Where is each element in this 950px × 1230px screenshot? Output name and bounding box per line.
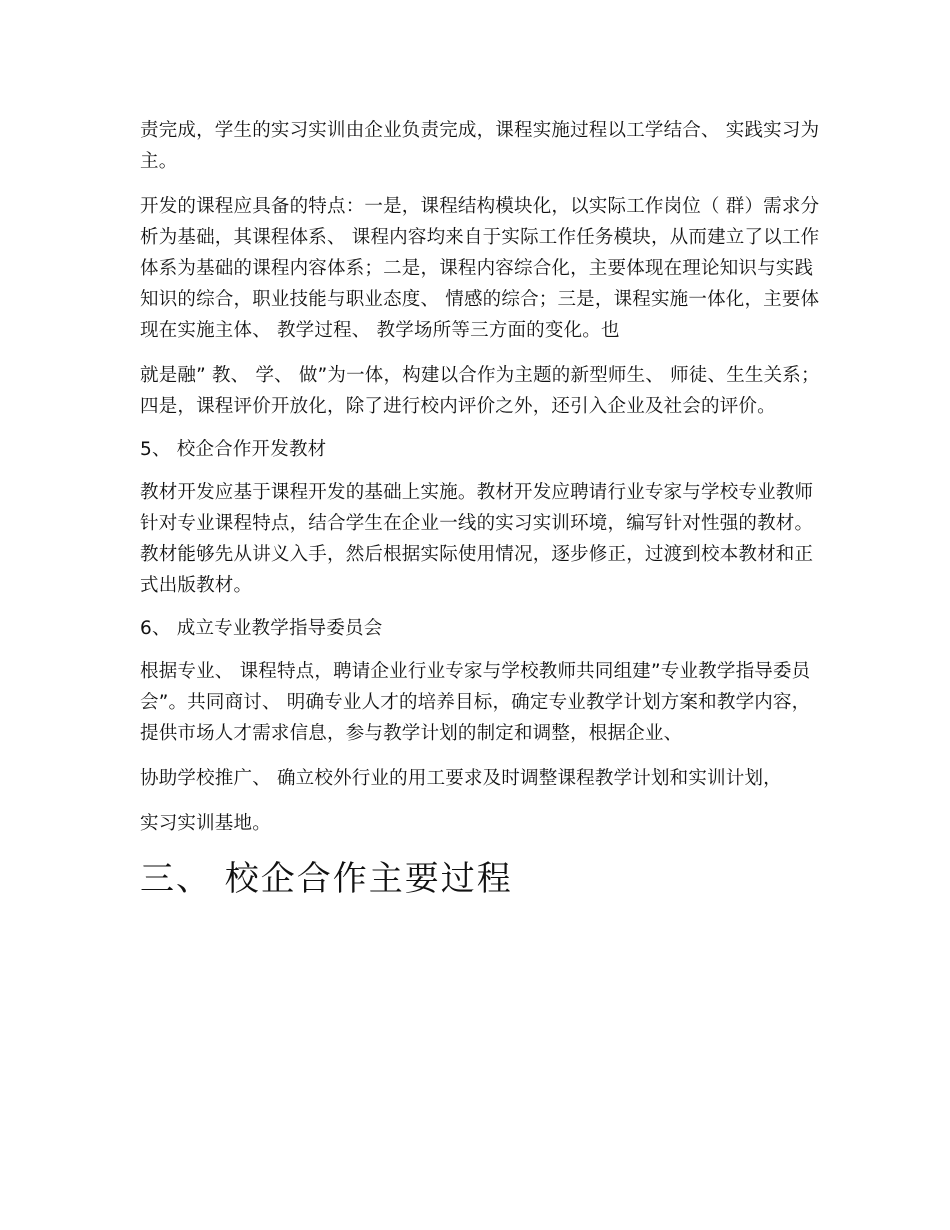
paragraph-7: 实习实训基地。 bbox=[140, 813, 271, 834]
paragraph-6: 协助学校推广、 确立校外行业的用工要求及时调整课程教学计划和实训计划， bbox=[140, 768, 782, 789]
paragraph-1: 责完成，学生的实习实训由企业负责完成，课程实施过程以工学结合、 实践实习为主。 bbox=[140, 120, 820, 172]
paragraph-3: 就是融” 教、 学、 做”为一体，构建以合作为主题的新型师生、 师徒、生生关系；四是，课程评价开放化，除了进行校内评价之外，还引入企业及社会的评价。 bbox=[140, 365, 820, 417]
section-6-title: 6、 成立专业教学指导委员会 bbox=[140, 618, 383, 639]
paragraph-5: 根据专业、 课程特点，聘请企业行业专家与学校教师共同组建”专业教学指导委员会”。共同商讨、 明确专业人才的培养目标，确定专业教学计划方案和教学内容，提供市场人才需求信息，参与教学计划的制定和调整，根据企业、 bbox=[140, 661, 811, 744]
paragraph-2: 开发的课程应具备的特点：一是，课程结构模块化，以实际工作岗位（ 群）需求分析为基础，其课程体系、 课程内容均来自于实际工作任务模块，从而建立了以工作体系为基础的课程内容体系；二是，课程内容综合化，主要体现在理论知识与实践知识的综合，职业技能与职业态度、 情感的综合；三是，课程实施一体化，主要体现在实施主体、 教学过程、 教学场所等三方面的变化。也 bbox=[140, 196, 820, 341]
document-page bbox=[140, 115, 820, 901]
section-5-title: 5、 校企合作开发教材 bbox=[140, 439, 327, 460]
paragraph-4: 教材开发应基于课程开发的基础上实施。教材开发应聘请行业专家与学校专业教师针对专业课程特点，结合学生在企业一线的实习实训环境，编写针对性强的教材。教材能够先从讲义入手，然后根据实际使用情况，逐步修正，过渡到校本教材和正式出版教材。 bbox=[140, 482, 814, 596]
chapter-heading: 三、 校企合作主要过程 bbox=[140, 859, 513, 899]
